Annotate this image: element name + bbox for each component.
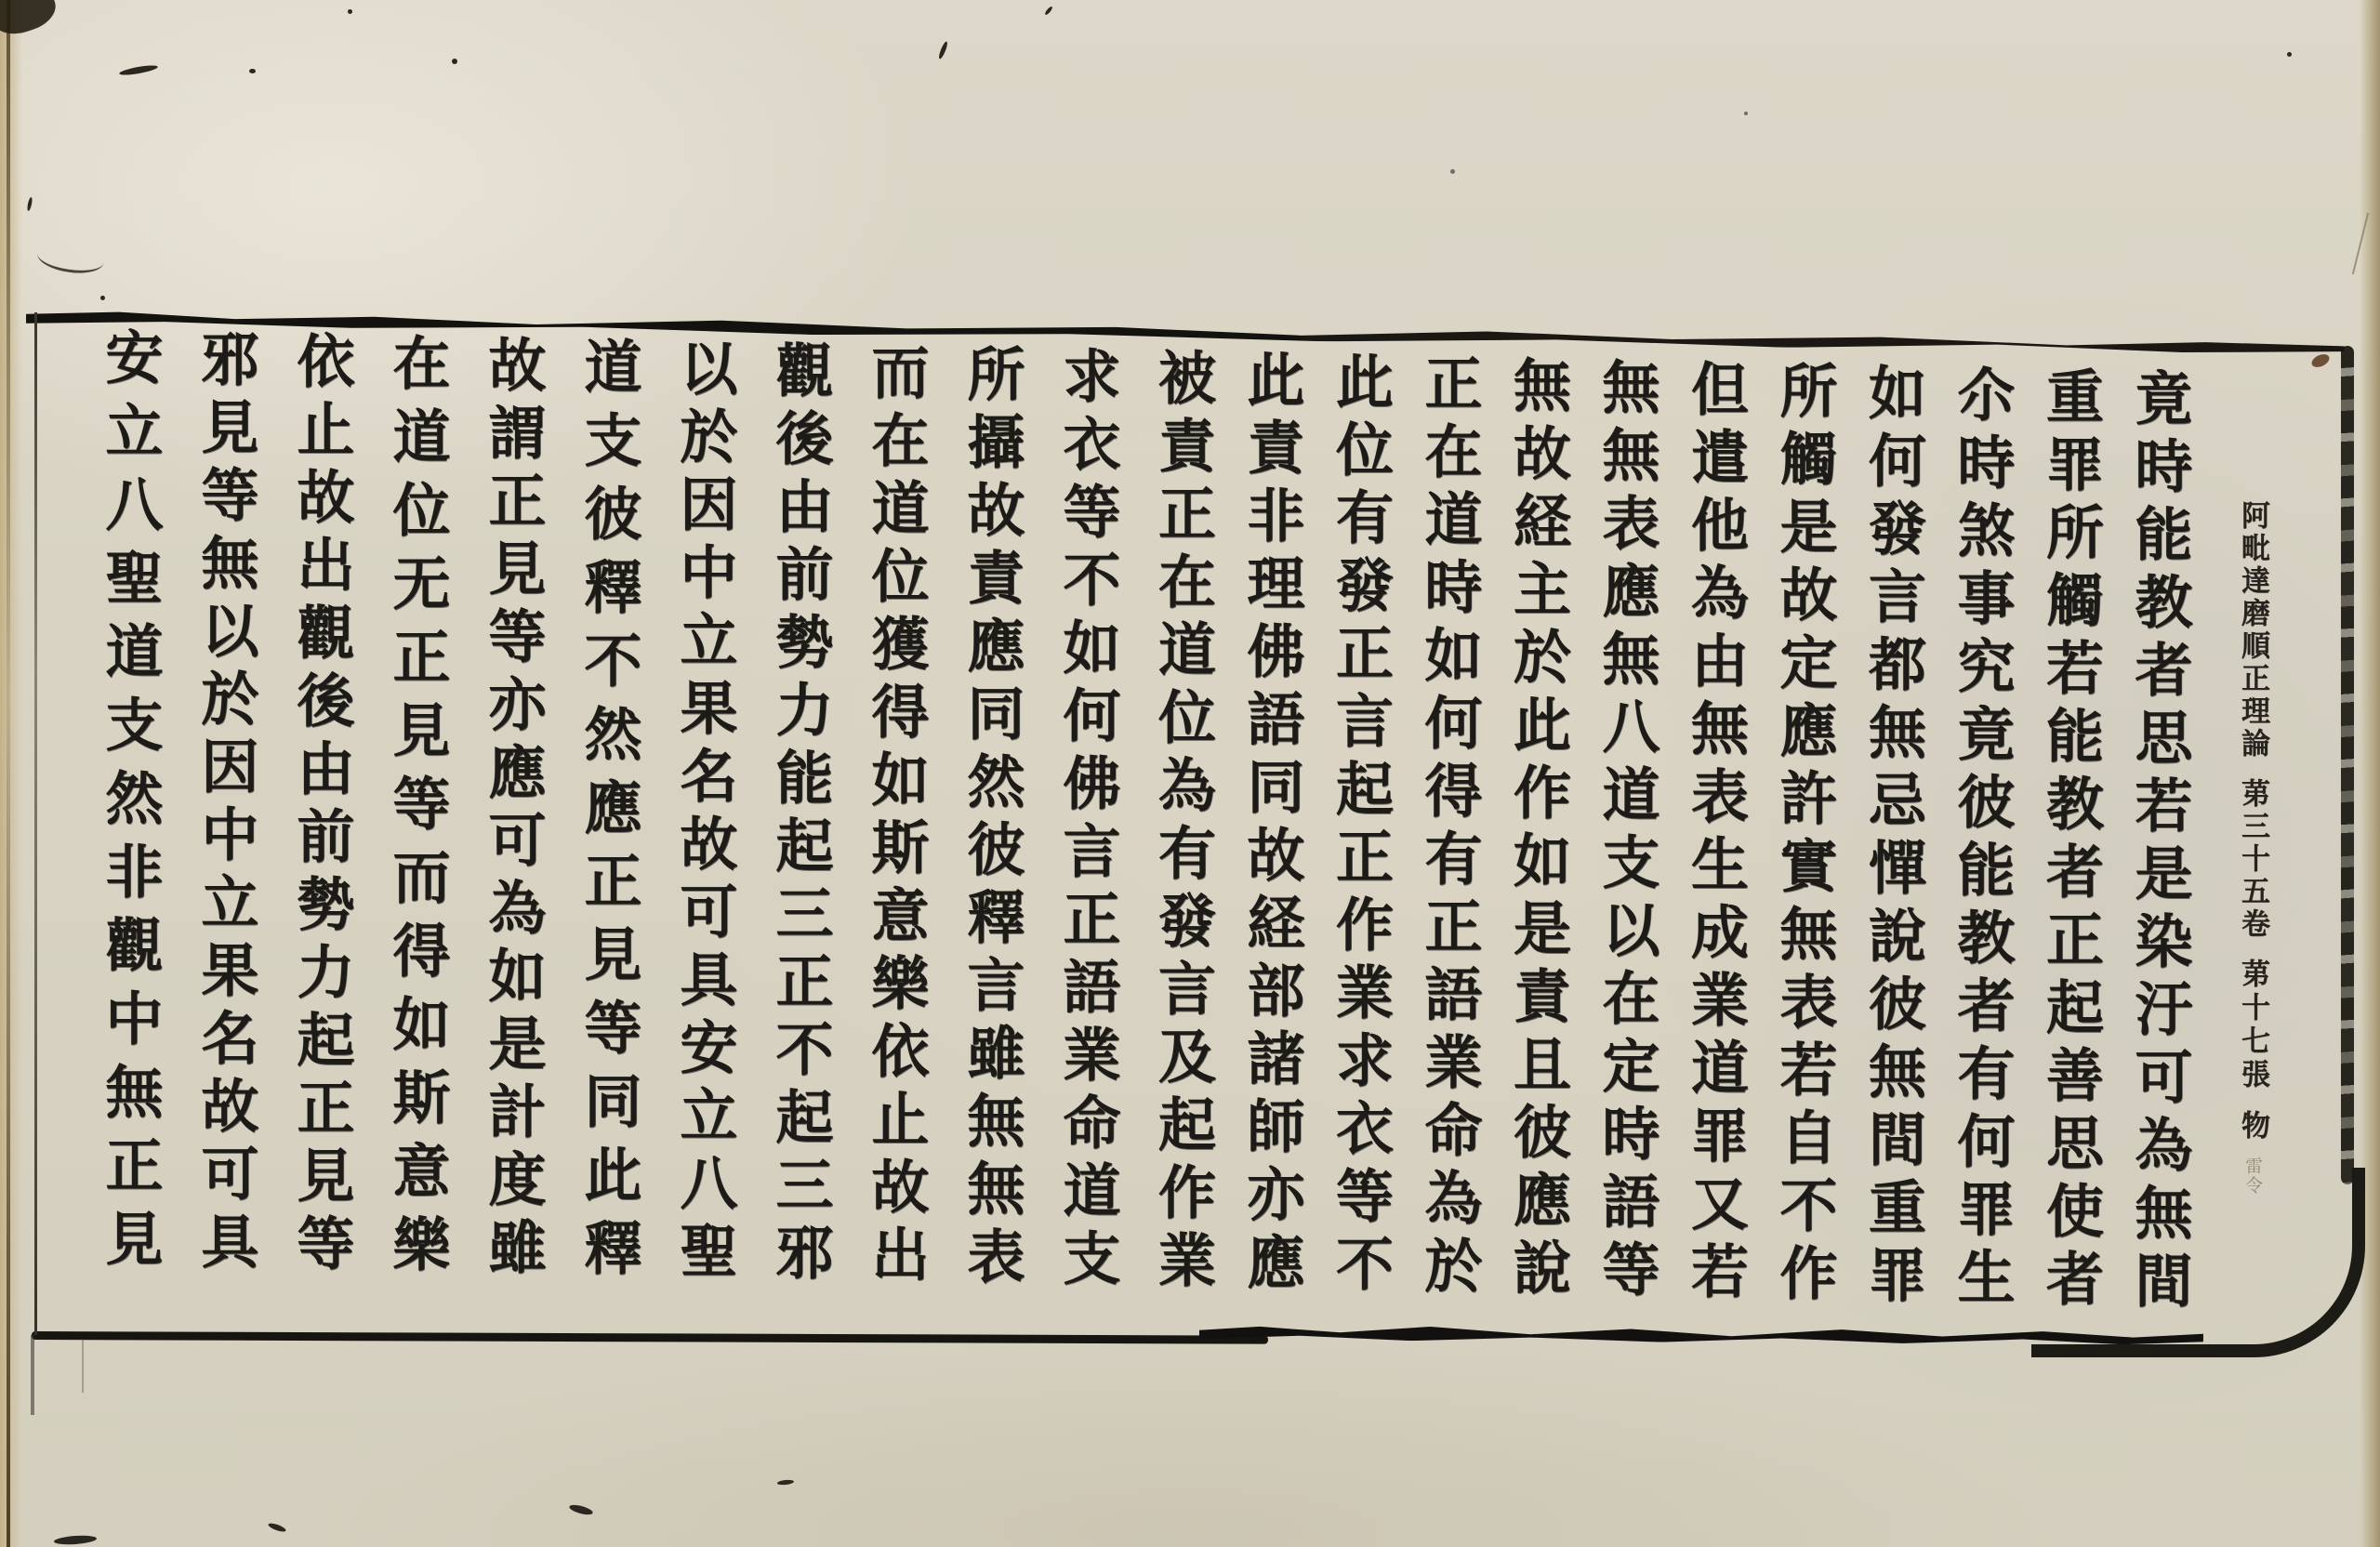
ink-speck bbox=[1450, 169, 1455, 174]
text-column-10: 此位有發正言起正作業求衣等不 bbox=[1326, 351, 1395, 1302]
text-column-7: 無無表應無八道支以在定時語等 bbox=[1593, 357, 1660, 1307]
ink-speck bbox=[1044, 6, 1053, 16]
text-column-16: 觀後由前勢力能起三正不起三邪 bbox=[766, 340, 834, 1290]
ink-speck bbox=[568, 1503, 593, 1516]
text-column-3: 尒時煞事究竟彼能教者有何罪生 bbox=[1948, 364, 2016, 1315]
sheet-number: 苐十七張 bbox=[2236, 959, 2269, 1092]
ink-speck bbox=[452, 59, 457, 64]
paper-crease-mark bbox=[35, 239, 106, 277]
ink-speck bbox=[777, 1479, 794, 1486]
text-column-18: 道支彼釋不然應正見等同此釋 bbox=[575, 337, 642, 1291]
text-column-9: 正在道時如何得有正語業命為於 bbox=[1415, 353, 1483, 1303]
text-column-12: 被責正在道位為有發言及起作業 bbox=[1148, 348, 1217, 1298]
ink-speck bbox=[937, 41, 948, 60]
text-column-15: 而在道位獲得如斯意樂依止故出 bbox=[862, 342, 930, 1292]
text-column-8: 無故経主於此作如是責且彼應說 bbox=[1503, 355, 1572, 1305]
text-column-1: 竟時能教者思若是染汙可為無間 bbox=[2125, 368, 2193, 1318]
text-column-13: 求衣等不如何佛言正語業命道支 bbox=[1053, 346, 1121, 1296]
case-mark: 物 bbox=[2236, 1110, 2269, 1139]
ink-speck bbox=[348, 9, 352, 14]
title-column bbox=[2229, 500, 2276, 1196]
text-column-17: 以於因中立果名故可具安立八聖 bbox=[670, 338, 738, 1289]
ink-speck bbox=[249, 69, 256, 73]
text-column-22: 邪見等無以於因中立果名故可具 bbox=[192, 329, 259, 1279]
text-column-23: 安立八聖道支然非觀中無正見 bbox=[96, 327, 164, 1282]
ink-speck bbox=[54, 1534, 98, 1545]
border-bottom-rule bbox=[32, 1331, 1268, 1344]
text-column-14: 所攝故責應同然彼釋言雖無無表 bbox=[958, 344, 1025, 1294]
text-column-4: 如何發言都無忌憚說彼無間重罪 bbox=[1858, 363, 1927, 1313]
border-left-tick-faint bbox=[82, 1339, 84, 1393]
volume-label: 苐三十五卷 bbox=[2236, 778, 2269, 941]
text-column-6: 但遣他為由無表生成業道罪又若 bbox=[1681, 359, 1750, 1309]
collation-mark: 雷令 bbox=[2242, 1157, 2263, 1196]
brown-stain bbox=[2309, 351, 2331, 369]
ink-speck bbox=[26, 197, 33, 212]
text-column-11: 此責非理佛語同故経部諸師亦應 bbox=[1237, 350, 1305, 1300]
border-right-rule bbox=[2341, 346, 2354, 1184]
work-title: 阿毗達磨順正理論 bbox=[2236, 500, 2269, 760]
text-column-20: 在道位无正見等而得如斯意樂 bbox=[383, 333, 451, 1288]
border-left-rule bbox=[34, 312, 37, 1335]
text-column-21: 依止故出觀後由前勢力起正見等 bbox=[287, 331, 355, 1281]
border-left-tick bbox=[31, 1335, 34, 1415]
page-edge-left bbox=[0, 0, 22, 1547]
page-edge-left-line bbox=[7, 0, 10, 1547]
ink-speck bbox=[119, 63, 159, 76]
ink-speck bbox=[2287, 52, 2292, 57]
ink-speck bbox=[1744, 112, 1748, 115]
ink-speck bbox=[268, 1522, 287, 1533]
text-column-19: 故謂正見等亦應可為如是計度雖 bbox=[479, 335, 547, 1285]
text-column-5: 所觸是故定應許實無表若自不作 bbox=[1770, 361, 1838, 1311]
ink-speck bbox=[100, 296, 105, 300]
text-column-2: 重罪所觸若能教者正起善思使者 bbox=[2036, 366, 2105, 1316]
